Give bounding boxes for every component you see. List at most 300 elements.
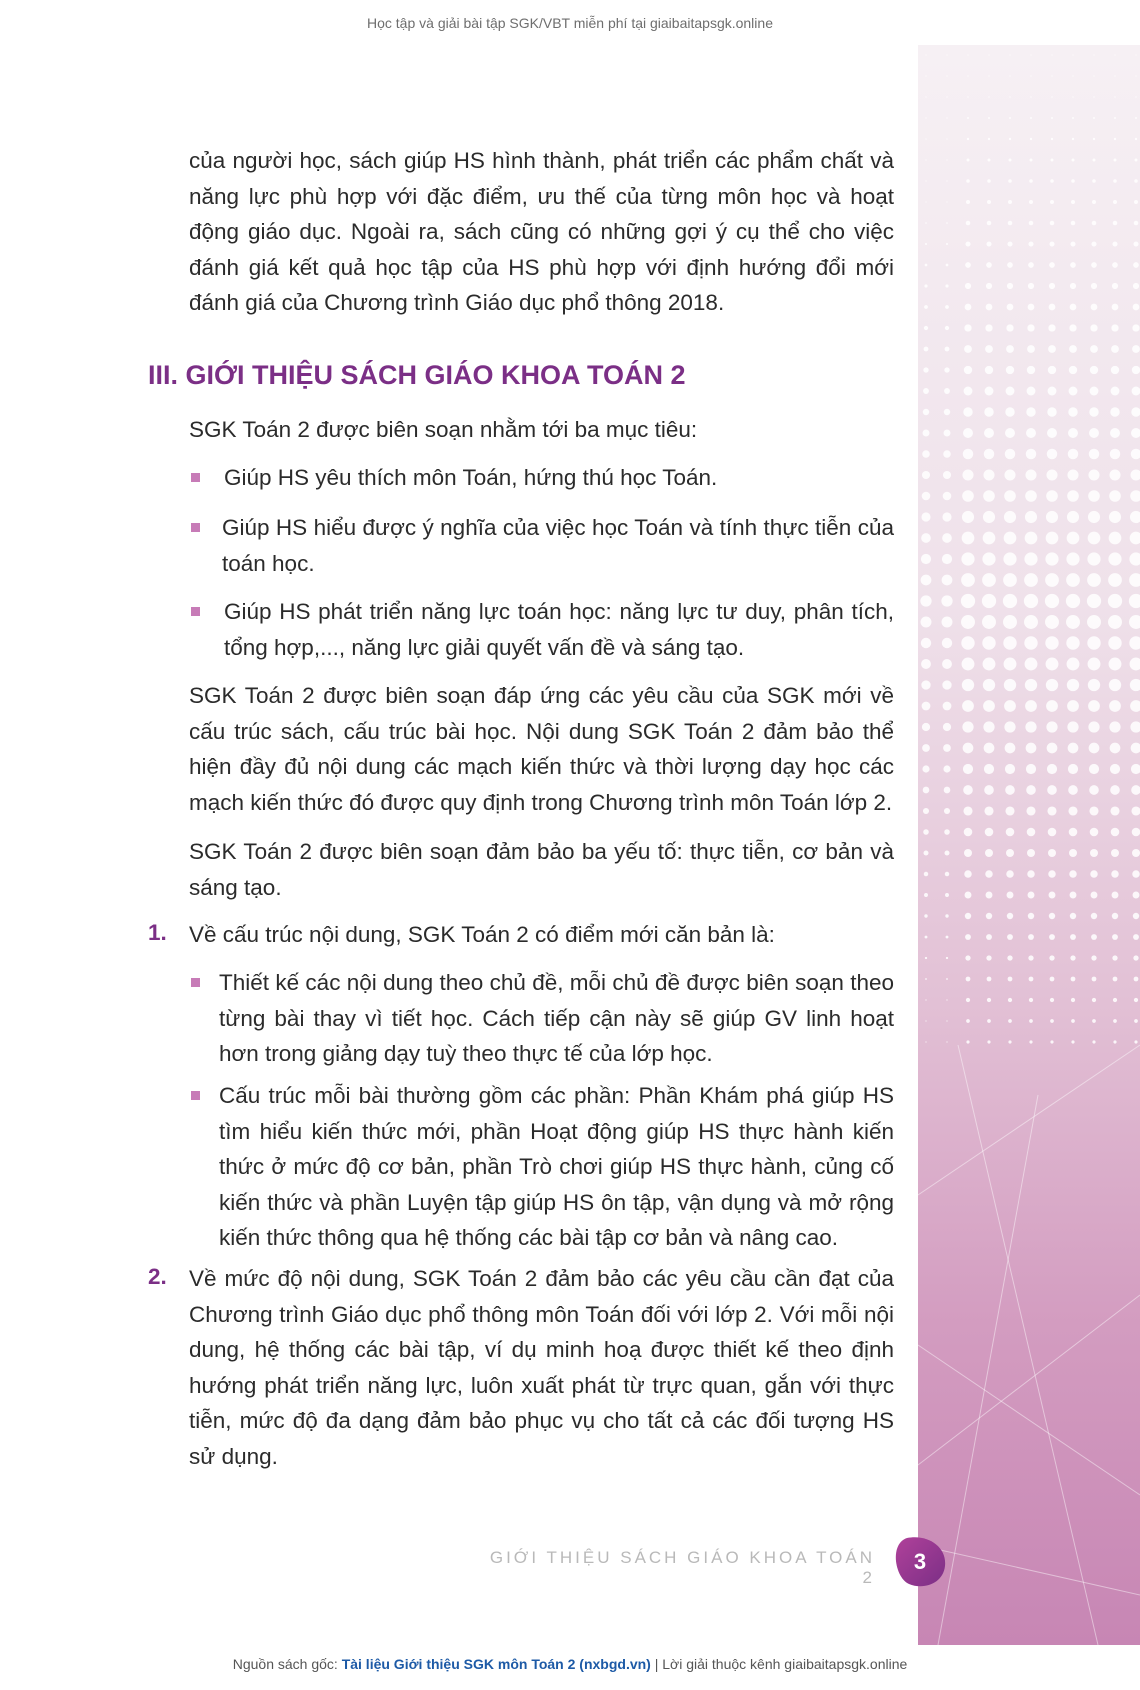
pattern-dot [1049,913,1055,919]
pattern-dot [1071,977,1076,982]
pattern-dot [1051,138,1053,140]
pattern-dot [1025,700,1037,712]
pattern-dot [1050,1040,1053,1043]
pattern-dot [1088,490,1100,502]
pattern-dot [1005,806,1014,815]
pattern-dot [986,955,991,960]
pattern-dot [1007,283,1013,289]
pattern-dot [1049,955,1054,960]
pattern-dot [1072,96,1073,97]
pattern-dot [985,870,992,877]
pattern-dot [1090,828,1099,837]
pattern-dot [1069,828,1078,837]
pattern-dot [1066,552,1079,565]
pattern-dot [1129,615,1140,629]
pattern-dot [984,428,994,438]
pattern-dot [1070,262,1076,268]
pattern-dot [1133,934,1139,940]
pattern-dot [1130,469,1140,480]
pattern-dot [1050,977,1055,982]
pattern-dot [1004,679,1016,691]
pattern-dot [1005,764,1015,774]
pattern-dot [1070,304,1077,311]
pattern-dot [923,829,929,835]
pattern-dot [1070,913,1076,919]
pattern-dot [921,512,930,521]
pattern-dot [946,96,947,97]
pattern-dot [1005,743,1016,754]
pattern-dot [1113,221,1118,226]
sub-bullet-item: Thiết kế các nội dung theo chủ đề, mỗi chủ đề được biên soạn theo từng bài thay vì tiết học. Cách tiếp cận này sẽ giúp GV linh hoạt hơn trong giảng dạy tuỳ theo thực tế của lớp học. [219,970,894,1066]
pattern-dot [1072,75,1073,76]
pattern-dot [1131,806,1140,815]
item-number: 2. [148,1264,167,1289]
source-prefix: Nguồn sách gốc: [232,1656,342,1672]
pattern-dot [925,159,926,160]
pattern-dot [1051,54,1052,55]
dot-pattern [918,45,1140,1645]
pattern-dot [966,1019,970,1023]
pattern-dot [921,659,931,669]
pattern-dot [1135,117,1137,119]
pattern-dot [1028,283,1034,289]
pattern-dot [1051,117,1053,119]
pattern-dot [946,957,948,959]
pattern-dot [925,936,928,939]
pattern-dot [988,54,989,55]
pattern-dot [1028,241,1033,246]
pattern-dot [944,388,950,394]
pattern-dot [925,999,926,1000]
pattern-dot [965,304,972,311]
pattern-dot [1135,138,1137,140]
pattern-dot [1090,324,1097,331]
pattern-dot [1112,304,1119,311]
pattern-dot [944,850,949,855]
pattern-dot [962,490,974,502]
pattern-dot [1108,594,1122,608]
pattern-dot [946,264,949,267]
pattern-dot [1090,849,1098,857]
pattern-dot [967,54,968,55]
pattern-dot [924,914,927,917]
pattern-dot [1131,743,1140,754]
pattern-dot [944,808,950,814]
pattern-dot [1108,552,1121,565]
pattern-dot [982,636,995,649]
pattern-dot [1092,1040,1095,1043]
pattern-dot [1112,955,1117,960]
pattern-dot [986,892,993,899]
page-header: Học tập và giải bài tập SGK/VBT miễn phí tại giaibaitapsgk.online [367,15,773,31]
pattern-dot [942,680,951,689]
goal-item: Giúp HS hiểu được ý nghĩa của việc học Toán và tính thực tiễn của toán học. [222,515,894,576]
pattern-dot [944,409,950,415]
pattern-dot [1089,806,1098,815]
pattern-dot [1026,743,1037,754]
pattern-dot [1007,934,1013,940]
pattern-dot [922,723,930,731]
pattern-dot [1067,532,1080,545]
pattern-dot [1110,428,1120,438]
pattern-dot [1028,304,1035,311]
pattern-dot [1131,428,1140,438]
pattern-dot [944,787,951,794]
section-paragraph-2: SGK Toán 2 được biên soạn đảm bảo ba yếu tố: thực tiễn, cơ bản và sáng tạo. [189,839,894,900]
pattern-dot [1004,469,1015,480]
pattern-dot [942,575,953,586]
pattern-dot [1066,594,1080,608]
pattern-dot [943,702,952,711]
pattern-dot [965,283,971,289]
pattern-dot [1048,849,1056,857]
pattern-dot [1069,345,1077,353]
pattern-dot [1025,532,1038,545]
pattern-dot [1047,449,1058,460]
pattern-dot [1068,785,1078,795]
pattern-dot [1092,221,1097,226]
pattern-dot [1051,96,1052,97]
pattern-dot [1129,552,1140,565]
pattern-dot [1026,785,1036,795]
pattern-dot [961,552,974,565]
pattern-dot [962,532,975,545]
pattern-dot [1134,1040,1137,1043]
pattern-dot [922,492,931,501]
pattern-dot [963,764,973,774]
pattern-dot [1008,200,1012,204]
pattern-dot [946,978,948,980]
numbered-item: Về mức độ nội dung, SGK Toán 2 đảm bảo các yêu cầu cần đạt của Chương trình Giáo dục phổ thông môn Toán đối với lớp 2. Với mỗi nội dung, hệ thống các bài tập, ví dụ minh hoạ được thiết kế theo định hướng phát triển năng lực, luôn xuất phát từ trực quan, gắn với thực tiễn, mức độ đa dạng đảm bảo phục vụ cho tất cả các đối tượng HS sử dụng. [189,1266,894,1469]
pattern-dot [963,449,974,460]
pattern-dot [988,159,991,162]
pattern-dot [1114,54,1115,55]
pattern-dot [1045,594,1059,608]
pattern-dot [1132,324,1139,331]
pattern-dot [946,222,948,224]
pattern-dot [1089,743,1100,754]
pattern-dot [963,806,972,815]
pattern-dot [1088,511,1100,523]
pattern-dot [1071,200,1075,204]
pattern-dot [1110,407,1119,416]
pattern-dot [1070,241,1075,246]
pattern-dot [1028,955,1033,960]
pattern-dot [921,554,931,564]
pattern-dot [1046,490,1058,502]
pattern-dot [1132,345,1140,353]
bullet-icon [191,978,200,987]
pattern-dot [1132,849,1140,857]
pattern-dot [1024,573,1038,587]
pattern-dot [1069,387,1078,396]
pattern-dot [1134,1019,1138,1023]
pattern-dot [946,999,947,1000]
pattern-dot [1030,117,1032,119]
pattern-dot [945,347,950,352]
pattern-dot [988,138,990,140]
pattern-dot [945,284,948,287]
pattern-dot [1009,159,1012,162]
pattern-dot [964,828,973,837]
pattern-dot [925,1020,926,1021]
pattern-dot [983,658,996,671]
pattern-dot [1129,636,1140,649]
pattern-dot [1109,532,1122,545]
pattern-dot [1090,366,1098,374]
pattern-dot [1004,532,1017,545]
pattern-dot [964,345,972,353]
pattern-dot [1112,913,1118,919]
pattern-dot [1130,490,1140,502]
pattern-dot [924,326,928,330]
pattern-dot [1030,159,1033,162]
pattern-dot [1026,407,1035,416]
pattern-dot [1111,324,1118,331]
pattern-dot [1113,977,1118,982]
pattern-dot [946,936,949,939]
pattern-dot [985,849,993,857]
pattern-dot [982,573,996,587]
pattern-dot [987,977,992,982]
pattern-dot [945,326,949,330]
pattern-dot [1069,366,1077,374]
pattern-dot [1048,345,1056,353]
pattern-dot [946,1041,947,1042]
pattern-dot [1006,345,1014,353]
pattern-dot [967,159,970,162]
pattern-dot [923,409,929,415]
pattern-dot [1007,913,1013,919]
pattern-dot [925,978,927,980]
pattern-dot [1132,387,1140,396]
page-number: 3 [913,1549,927,1574]
pattern-dot [1009,54,1010,55]
pattern-dot [1067,700,1079,712]
pattern-dot [987,179,991,183]
pattern-dot [1112,283,1118,289]
pattern-dot [1028,934,1034,940]
pattern-dot [1028,262,1034,268]
pattern-dot [1093,117,1095,119]
pattern-dot [1133,304,1140,311]
pattern-dot [1068,743,1079,754]
pattern-dot [1112,241,1117,246]
pattern-dot [1025,658,1038,671]
pattern-dot [1090,345,1098,353]
pattern-dot [1071,1019,1075,1023]
pattern-dot [1030,75,1031,76]
pattern-dot [925,957,927,959]
pattern-dot [925,222,927,224]
pattern-dot [962,511,974,523]
pattern-dot [1068,428,1078,438]
pattern-dot [1049,934,1055,940]
pattern-dot [967,96,968,97]
pattern-dot [984,407,993,416]
pattern-dot [1024,552,1037,565]
pattern-dot [1113,200,1117,204]
bullet-icon [191,473,200,482]
pattern-dot [1071,179,1075,183]
pattern-dot [1048,366,1056,374]
pattern-dot [1089,407,1098,416]
section-lead: SGK Toán 2 được biên soạn nhằm tới ba mục tiêu: [189,417,698,442]
pattern-dot [945,914,948,917]
pattern-dot [1049,262,1055,268]
pattern-dot [1092,998,1096,1002]
pattern-dot [1108,573,1122,587]
pattern-dot [1109,469,1120,480]
pattern-dot [921,575,932,586]
pattern-dot [921,638,931,648]
pattern-dot [1133,892,1140,899]
pattern-dot [1072,138,1074,140]
bullet-icon [191,1091,200,1100]
pattern-dot [1087,594,1101,608]
goal-item: Giúp HS yêu thích môn Toán, hứng thú học Toán. [224,465,718,490]
pattern-dot [923,388,929,394]
pattern-dot [943,765,950,772]
pattern-dot [1068,407,1077,416]
pattern-dot [1093,75,1094,76]
pattern-dot [1029,1019,1033,1023]
pattern-dot [1026,764,1036,774]
pattern-dot [1048,870,1055,877]
pattern-dot [925,138,926,139]
pattern-dot [961,615,975,629]
pattern-dot [1030,138,1032,140]
pattern-dot [964,324,971,331]
pattern-dot [920,595,931,606]
pattern-dot [1135,159,1138,162]
pattern-dot [1130,532,1140,545]
pattern-dot [964,870,971,877]
pattern-dot [962,469,973,480]
pattern-dot [1067,679,1079,691]
pattern-dot [966,998,970,1002]
pattern-dot [1109,679,1121,691]
pattern-dot [965,913,971,919]
pattern-dot [1050,221,1055,226]
pattern-dot [1130,679,1140,691]
pattern-dot [1045,573,1059,587]
pattern-dot [924,893,928,897]
pattern-dot [923,430,930,437]
pattern-dot [1088,469,1099,480]
pattern-dot [1005,449,1016,460]
pattern-dot [1111,387,1120,396]
pattern-dot [986,934,992,940]
pattern-dot [946,75,947,76]
pattern-dot [966,221,971,226]
pattern-dot [1135,54,1136,55]
pattern-dot [1134,977,1139,982]
pattern-dot [1006,387,1015,396]
pattern-dot [965,934,971,940]
pattern-dot [1046,679,1058,691]
pattern-dot [942,533,952,543]
pattern-dot [1007,241,1012,246]
pattern-dot [985,387,994,396]
pattern-dot [1030,96,1031,97]
pattern-dot [1047,806,1056,815]
pattern-dot [1131,449,1140,460]
pattern-dot [962,658,975,671]
pattern-dot [946,117,947,118]
pattern-dot [1029,977,1034,982]
pattern-dot [945,305,949,309]
pattern-dot [1049,283,1055,289]
pattern-dot [965,955,970,960]
pattern-dot [1114,96,1115,97]
pattern-dot [965,892,972,899]
pattern-dot [1113,1019,1117,1023]
pattern-dot [1066,573,1080,587]
pattern-dot [946,159,947,160]
pattern-dot [1093,159,1096,162]
pattern-dot [1046,469,1057,480]
pattern-dot [983,679,995,691]
source-link[interactable]: Tài liệu Giới thiệu SGK môn Toán 2 (nxbgd.vn) [341,1656,651,1672]
pattern-dot [1006,324,1013,331]
pattern-dot [925,201,926,202]
pattern-dot [1027,828,1036,837]
pattern-dot [1090,870,1097,877]
pattern-dot [1135,75,1136,76]
pattern-dot [1068,449,1079,460]
pattern-dot [1129,573,1140,587]
pattern-dot [1089,428,1099,438]
pattern-dot [966,977,971,982]
pattern-dot [1004,658,1017,671]
pattern-dot [942,554,952,564]
pattern-dot [1048,324,1055,331]
pattern-dot [984,785,994,795]
pattern-dot [1133,955,1138,960]
pattern-dot [1091,892,1098,899]
pattern-dot [1007,955,1012,960]
pattern-dot [925,54,926,55]
pattern-line [918,1045,1140,1195]
pattern-dot [1092,200,1096,204]
pattern-dot [1045,552,1058,565]
pattern-dot [986,262,992,268]
pattern-dot [984,806,993,815]
pattern-dot [1114,159,1117,162]
pattern-dot [982,594,996,608]
pattern-dot [1091,241,1096,246]
pattern-dot [1087,636,1100,649]
pattern-dot [1068,806,1077,815]
pattern-dot [1071,1040,1074,1043]
pattern-dot [1028,892,1035,899]
pattern-dot [942,659,952,669]
pattern-dot [1088,658,1101,671]
pattern-dot [1111,870,1118,877]
pattern-dot [988,75,989,76]
pattern-dot [1113,1040,1116,1043]
pattern-dot [942,638,952,648]
pattern-dot [1092,1019,1096,1023]
pattern-dot [1133,283,1139,289]
pattern-dot [1093,138,1095,140]
pattern-dot [1132,828,1140,837]
pattern-dot [1113,179,1117,183]
pattern-dot [1067,658,1080,671]
pattern-dot [1088,679,1100,691]
pattern-dot [1027,366,1035,374]
